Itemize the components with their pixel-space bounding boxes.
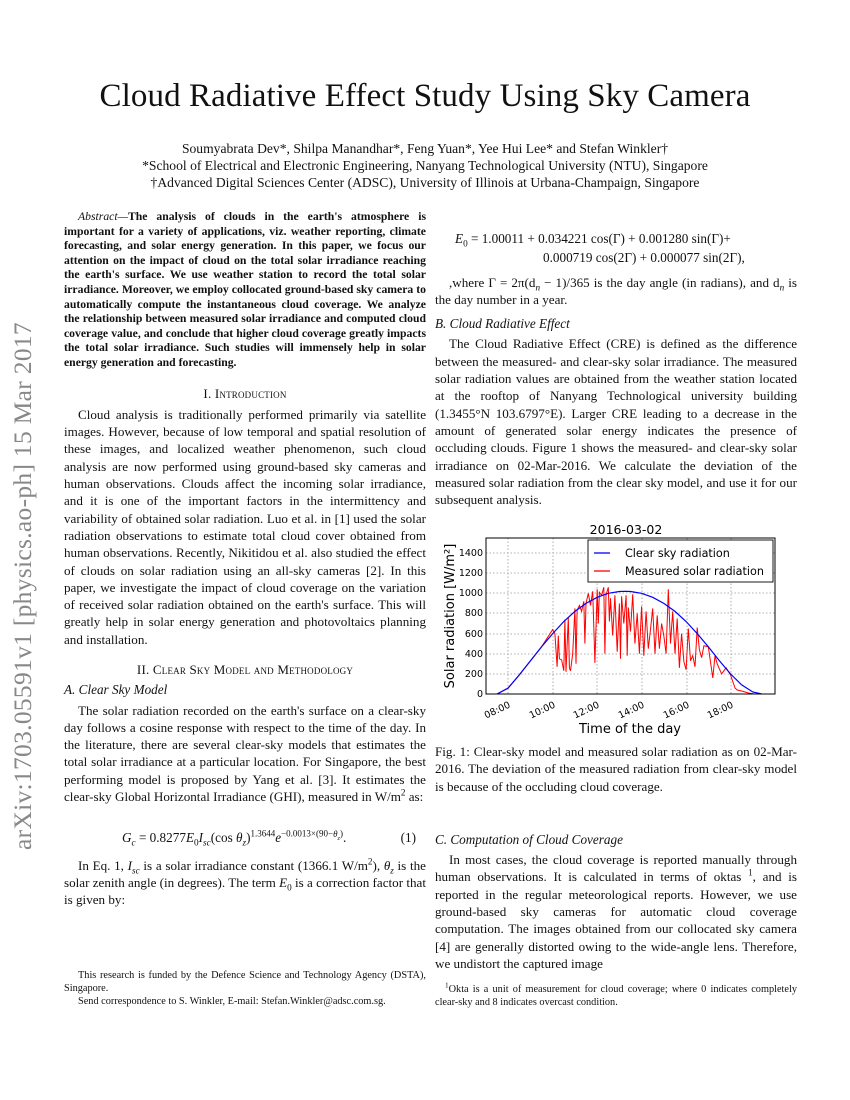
svg-text:18:00: 18:00	[705, 699, 736, 722]
clear-sky-paragraph: The solar radiation recorded on the earth's surface on a clear-sky day follows a cosine response with respect to the time of the day. In the literature, there are several clear-sky models that estimates the total solar irradiance at a particular location. For Singapore, the best performing model is proposed by Yang et al. [3]. It estimates the clear-sky Global Horizontal Irradiance (GHI), measured in $W/m^2$ as:	[64, 702, 426, 805]
abstract	[64, 210, 426, 371]
subsection-heading-cre: B. Cloud Radiative Effect	[435, 316, 570, 332]
right-column-lower	[435, 743, 797, 972]
clear-sky-line	[497, 591, 762, 694]
author-block	[0, 140, 850, 191]
svg-text:400: 400	[464, 649, 483, 660]
equation-1-number: (1)	[400, 830, 416, 846]
figure-1-caption: Fig. 1: Clear-sky model and measured solar radiation as on 02-Mar-2016. The deviation of the measured radiation from clear-sky model is because of the occluding cloud coverage.	[435, 744, 797, 794]
footnote-mark-1: 1	[748, 868, 753, 879]
eq1-text-4: is the solar zenith angle (in degrees). The term	[64, 857, 426, 890]
cloud-coverage-text-1: In most cases, the cloud coverage is reported manually through human observations. It is calculated in terms of oktas	[435, 852, 797, 885]
svg-text:16:00: 16:00	[661, 699, 692, 722]
eq1-text-3: ),	[372, 857, 384, 873]
abstract-text: The analysis of clouds in the earth's atmosphere is important for a variety of applications, viz. weather reporting, climate forecasting, and solar energy generation. In this paper, we focus our attention on the impact of cloud on the total solar irradiance reaching the earth's surface. We use weather station to record the total solar irradiance. Moreover, we employ collocated ground-based sky camera to automatically compute the instantaneous cloud coverage. We analyze the relationship between measured solar irradiance and computed cloud coverage value, and conclude that higher cloud coverage greatly impacts the total solar irradiance. Such studies will immensely help in solar energy generation and forecasting.	[64, 210, 426, 369]
subsection-heading-cloud-coverage: C. Computation of Cloud Coverage	[435, 831, 623, 847]
svg-text:14:00: 14:00	[616, 699, 647, 722]
eq1-explanation: In Eq. 1, $I_{sc}$ is a solar irradiance constant (1366.1 $W/m^2$), $\theta_z$ is the solar zenith angle (in degrees). The term $E_0$ is a correction factor that is given by:	[64, 856, 426, 908]
svg-text:800: 800	[464, 608, 483, 619]
svg-text:10:00: 10:00	[527, 699, 558, 722]
section-heading-introduction: I. Introduction	[203, 385, 287, 401]
subsection-heading-clear-sky-model: A. Clear Sky Model	[64, 682, 168, 698]
paper-title: Cloud Radiative Effect Study Using Sky Camera	[99, 78, 751, 114]
right-column	[435, 230, 797, 508]
equation-e0-line2: 0.000719 cos(2Γ) + 0.000077 sin(2Γ),	[543, 250, 745, 266]
arxiv-stamp: arXiv:1703.05591v1 [physics.ao-ph] 15 Mar 2017	[8, 322, 37, 850]
correspondence-footnote: Send correspondence to S. Winkler, E-mail: Stefan.Winkler@adsc.com.sg.	[78, 996, 386, 1007]
right-footnote	[435, 983, 797, 1009]
svg-text:600: 600	[464, 629, 483, 640]
gamma-definition: ,where $\Gamma = 2\pi(d_n - 1)/365$ is the day angle (in radians), and $d_n$ is the day number in a year.	[435, 274, 797, 307]
cre-paragraph: The Cloud Radiative Effect (CRE) is defined as the difference between the measured- and clear-sky solar irradiance. The measured solar radiation values are obtained from the weather station located at the rooftop of Nanyang Technological university building (1.3455°N 103.6797°E). Larger CRE leading to a decrease in the amount of generated solar energy indicates the presence of occluding clouds. Figure 1 shows the measured- and clear-sky solar irradiance on 02-Mar-2016. We calculate the deviation of the measured solar radiation from the clear sky model, and use it for our subsequent analysis.	[435, 336, 797, 508]
gamma-text-2: − 1)/365 is the day angle (in radians), and d	[540, 274, 780, 290]
figure-1-chart	[430, 515, 800, 745]
left-column	[64, 210, 426, 909]
legend-measured-label: Measured solar radiation	[625, 565, 764, 578]
cloud-coverage-text-2: , and is reported in the regular meteorological reports. However, we use ground-based sky cameras for automatic cloud coverage computation. The images obtained from our collocated sky camera [4] are generally distorted owing to the wide-angle lens. Therefore, we undistort the captured image	[435, 869, 797, 971]
okta-footnote-mark: 1	[445, 981, 449, 990]
affiliation-adsc: †Advanced Digital Sciences Center (ADSC), University of Illinois at Urbana-Champaign, Singapore	[150, 175, 700, 190]
left-footnotes	[64, 969, 426, 1008]
gamma-text-3: is the day number in a year.	[435, 274, 797, 307]
funding-footnote: This research is funded by the Defence Science and Technology Agency (DSTA), Singapore.	[64, 970, 426, 994]
svg-text:0: 0	[476, 689, 483, 700]
svg-text:1200: 1200	[458, 568, 483, 579]
x-axis-ticks	[483, 700, 735, 722]
equation-1: $G_c = 0.8277E_0I_{sc}(\cos$ $\theta_z)^{1.3644}e^{-0.0013\times(90-\theta_z)}$. (1)	[122, 828, 416, 848]
eq1-text-5: is a correction factor that is given by:	[64, 874, 426, 908]
svg-text:1400: 1400	[458, 548, 483, 559]
gamma-text-1: ,where Γ = 2π(d	[449, 274, 536, 290]
chart-title: 2016-03-02	[589, 522, 663, 537]
intro-paragraph: Cloud analysis is traditionally performed primarily via satellite images. However, because of low temporal and spatial resolution of these images, and localized weather phenomenon, such cloud analysis are now performed using ground-based sky cameras and human observations. Clouds affect the incoming solar irradiance, and it is one of the important factors in the intermittency and variability of obtained solar radiation. Luo et al. in [1] used the solar radiation observations to estimate total cloud cover obtained from human observations. Recently, Nikitidou et al. also studied the effect of clouds on solar radiation using an all-sky cameras [2]. In this paper, we investigate the impact of cloud coverage on the variation of received solar radiation obtained on the earth's surface. This will greatly help in solar energy generation and photovoltaics planning and installation.	[64, 406, 426, 647]
svg-text:200: 200	[464, 669, 483, 680]
chart-legend	[588, 540, 773, 582]
eq1-text-1: In Eq. 1,	[78, 857, 128, 873]
measured-radiation-line	[497, 587, 762, 694]
okta-footnote: Okta is a unit of measurement for cloud coverage; where 0 indicates completely clear-sky and 8 indicates overcast condition.	[435, 984, 797, 1008]
chart-series	[497, 587, 762, 694]
x-axis-label: Time of the day	[579, 722, 681, 737]
eq1-text-2: is a solar irradiance constant (1366.1 W/m	[139, 857, 368, 873]
y-axis-ticks	[459, 548, 483, 700]
clear-sky-text: The solar radiation recorded on the earth's surface on a clear-sky day follows a cosine response with respect to the time of the day. In the literature, there are several clear-sky models that estimates the total solar irradiance at a particular location. For Singapore, the best performing model is proposed by Yang et al. [3]. It estimates the clear-sky Global Horizontal Irradiance (GHI), measured in W/m	[64, 702, 426, 805]
abstract-label: Abstract—	[78, 210, 128, 223]
section-heading-clear-sky: II. Clear Sky Model and Methodology	[136, 661, 354, 677]
clear-sky-text-end: as:	[405, 789, 424, 805]
cloud-coverage-paragraph	[435, 851, 797, 972]
affiliation-ntu: *School of Electrical and Electronic Engineering, Nanyang Technological University (NTU), Singapore	[142, 158, 708, 173]
svg-text:08:00: 08:00	[482, 699, 513, 722]
legend-clear-sky-label: Clear sky radiation	[625, 547, 730, 560]
equation-e0-line1: $E_0 = 1.00011 + 0.034221$ cos(Γ) + 0.001280 sin(Γ)+	[455, 231, 731, 249]
svg-text:12:00: 12:00	[571, 699, 602, 722]
y-axis-label: Solar radiation [W/m²]	[443, 543, 458, 689]
author-list: Soumyabrata Dev*, Shilpa Manandhar*, Feng Yuan*, Yee Hui Lee* and Stefan Winkler†	[181, 141, 669, 156]
svg-text:1000: 1000	[458, 588, 483, 599]
